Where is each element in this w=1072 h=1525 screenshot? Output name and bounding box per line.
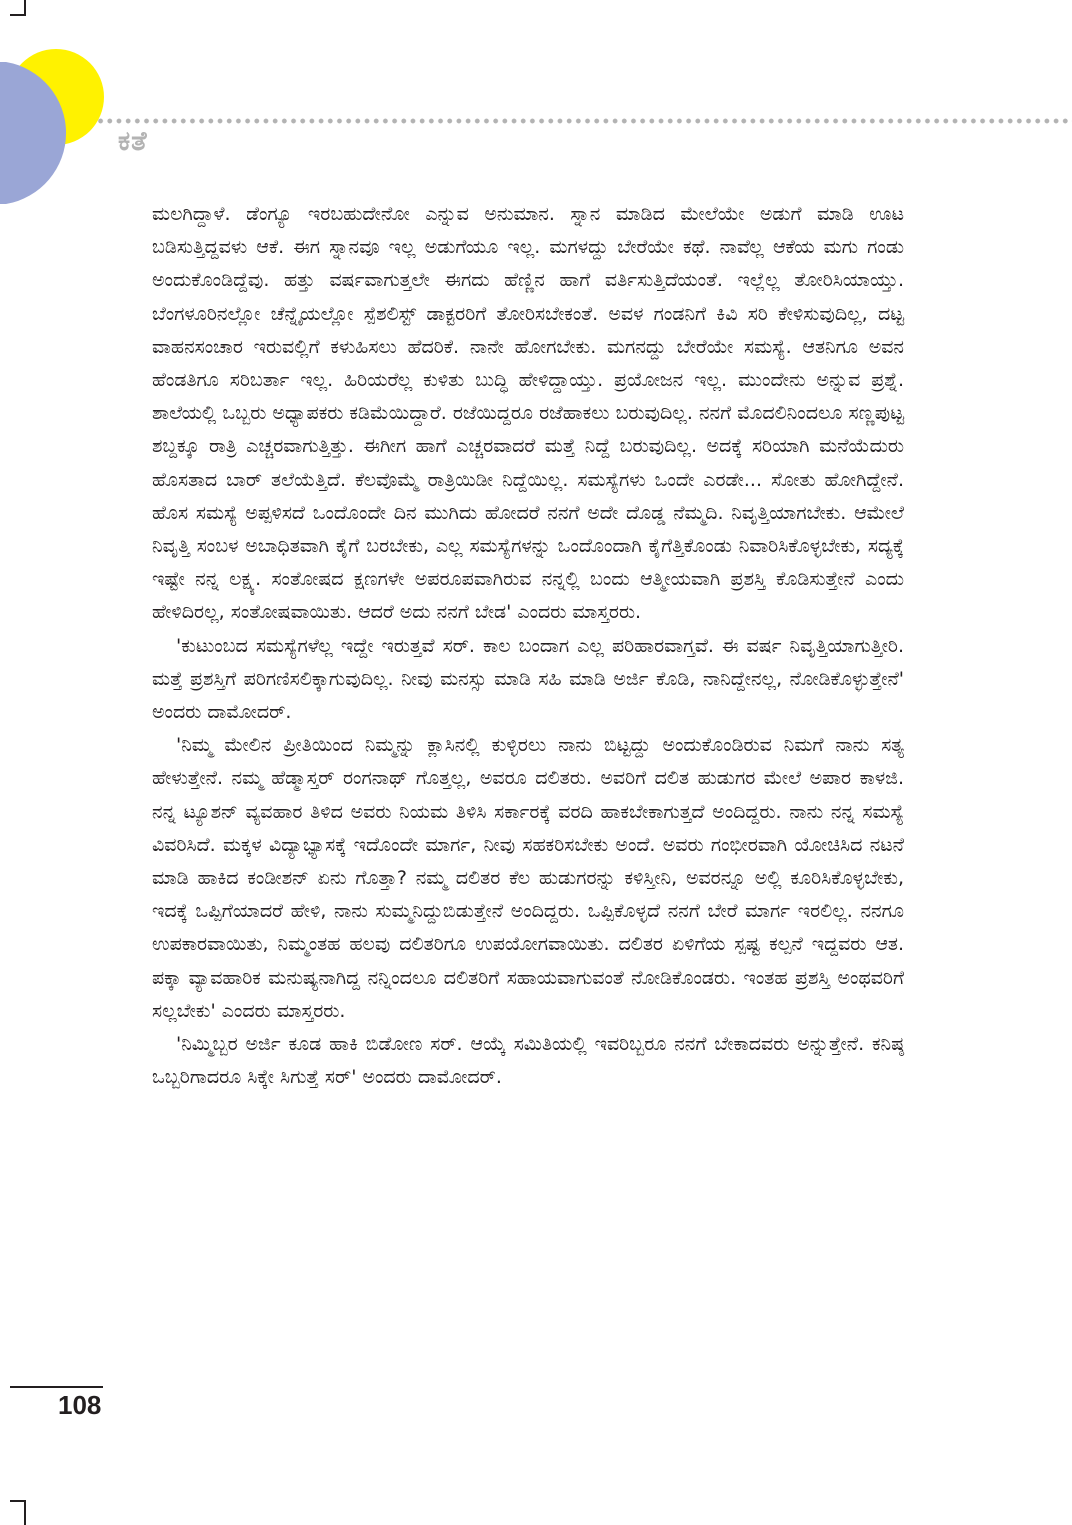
- dotted-rule: [96, 117, 1072, 125]
- paragraph-3: 'ನಿಮ್ಮ ಮೇಲಿನ ಪ್ರೀತಿಯಿಂದ ನಿಮ್ಮನ್ನು ಕ್ಲಾಸಿನಲ್ಲಿ ಕುಳ್ಳಿರಲು ನಾನು ಬಿಟ್ಟದ್ದು ಅಂದುಕೊಂಡಿರುವ ನಿಮಗೆ ನಾನು ಸತ್ಯ ಹೇಳುತ್ತೇನೆ. ನಮ್ಮ ಹೆಡ್ಮಾಸ್ತರ್ ರಂಗನಾಥ್ ಗೊತ್ತಲ್ಲ, ಅವರೂ ದಲಿತರು. ಅವರಿಗೆ ದಲಿತ ಹುಡುಗರ ಮೇಲೆ ಅಪಾರ ಕಾಳಜಿ. ನನ್ನ ಟ್ಯೂಶನ್ ವ್ಯವಹಾರ ತಿಳಿದ ಅವರು ನಿಯಮ ತಿಳಿಸಿ ಸರ್ಕಾರಕ್ಕೆ ವರದಿ ಹಾಕಬೇಕಾಗುತ್ತದೆ ಅಂದಿದ್ದರು. ನಾನು ನನ್ನ ಸಮಸ್ಯೆ ವಿವರಿಸಿದೆ. ಮಕ್ಕಳ ವಿದ್ಯಾಭ್ಯಾಸಕ್ಕೆ ಇದೊಂದೇ ಮಾರ್ಗ, ನೀವು ಸಹಕರಿಸಬೇಕು ಅಂದೆ. ಅವರು ಗಂಭೀರವಾಗಿ ಯೋಚಿಸಿದ ನಟನೆ ಮಾಡಿ ಹಾಕಿದ ಕಂಡೀಶನ್ ಏನು ಗೊತ್ತಾ? ನಮ್ಮ ದಲಿತರ ಕೆಲ ಹುಡುಗರನ್ನು ಕಳಿಸ್ತೀನಿ, ಅವರನ್ನೂ ಅಲ್ಲಿ ಕೂರಿಸಿಕೊಳ್ಳಬೇಕು, ಇದಕ್ಕೆ ಒಪ್ಪಿಗೆಯಾದರೆ ಹೇಳಿ, ನಾನು ಸುಮ್ಮನಿದ್ದುಬಿಡುತ್ತೇನೆ ಅಂದಿದ್ದರು. ಒಪ್ಪಿಕೊಳ್ಳದೆ ನನಗೆ ಬೇರೆ ಮಾರ್ಗ ಇರಲಿಲ್ಲ. ನನಗೂ ಉಪಕಾರವಾಯಿತು, ನಿಮ್ಮಂತಹ ಹಲವು ದಲಿತರಿಗೂ ಉಪಯೋಗವಾಯಿತು. ದಲಿತರ ಏಳಿಗೆಯ ಸ್ಪಷ್ಟ ಕಲ್ಪನೆ ಇದ್ದವರು ಆತ. ಪಕ್ಕಾ ವ್ಯಾವಹಾರಿಕ ಮನುಷ್ಯನಾಗಿದ್ದ ನನ್ನಿಂದಲೂ ದಲಿತರಿಗೆ ಸಹಾಯವಾಗುವಂತೆ ನೋಡಿಕೊಂಡರು. ಇಂತಹ ಪ್ರಶಸ್ತಿ ಅಂಥವರಿಗೆ ಸಲ್ಲಬೇಕು' ಎಂದರು ಮಾಸ್ತರರು.: [152, 734, 904, 1022]
- crop-mark-bottom-horizontal: [10, 1500, 26, 1502]
- crop-mark-bottom: [24, 1500, 26, 1525]
- corner-decoration: [0, 0, 120, 220]
- paragraph-2: 'ಕುಟುಂಬದ ಸಮಸ್ಯೆಗಳೆಲ್ಲ ಇದ್ದೇ ಇರುತ್ತವೆ ಸರ್. ಕಾಲ ಬಂದಾಗ ಎಲ್ಲ ಪರಿಹಾರವಾಗ್ತವೆ. ಈ ವರ್ಷ ನಿವೃತ್ತಿಯಾಗುತ್ತೀರಿ. ಮತ್ತೆ ಪ್ರಶಸ್ತಿಗೆ ಪರಿಗಣಿಸಲಿಕ್ಕಾಗುವುದಿಲ್ಲ. ನೀವು ಮನಸ್ಸು ಮಾಡಿ ಸಹಿ ಮಾಡಿ ಅರ್ಜಿ ಕೊಡಿ, ನಾನಿದ್ದೇನಲ್ಲ, ನೋಡಿಕೊಳ್ಳುತ್ತೇನೆ' ಅಂದರು ದಾಮೋದರ್.: [152, 634, 904, 724]
- story-text: [152, 198, 904, 1094]
- section-label: ಕತೆ: [118, 126, 148, 157]
- paragraph-1: ಮಲಗಿದ್ದಾಳೆ. ಡೆಂಗ್ಯೂ ಇರಬಹುದೇನೋ ಎನ್ನುವ ಅನುಮಾನ. ಸ್ನಾನ ಮಾಡಿದ ಮೇಲೆಯೇ ಅಡುಗೆ ಮಾಡಿ ಊಟ ಬಡಿಸುತ್ತಿದ್ದವಳು ಆಕೆ. ಈಗ ಸ್ನಾನವೂ ಇಲ್ಲ ಅಡುಗೆಯೂ ಇಲ್ಲ. ಮಗಳದ್ದು ಬೇರೆಯೇ ಕಥೆ. ನಾವೆಲ್ಲ ಆಕೆಯ ಮಗು ಗಂಡು ಅಂದುಕೊಂಡಿದ್ದೆವು. ಹತ್ತು ವರ್ಷವಾಗುತ್ತಲೇ ಈಗದು ಹೆಣ್ಣಿನ ಹಾಗೆ ವರ್ತಿಸುತ್ತಿದೆಯಂತೆ. ಇಲ್ಲೆಲ್ಲ ತೋರಿಸಿಯಾಯ್ತು. ಬೆಂಗಳೂರಿನಲ್ಲೋ ಚೆನ್ನೈಯಲ್ಲೋ ಸ್ಪೆಶಲಿಸ್ಟ್ ಡಾಕ್ಟರರಿಗೆ ತೋರಿಸಬೇಕಂತೆ. ಅವಳ ಗಂಡನಿಗೆ ಕಿವಿ ಸರಿ ಕೇಳಿಸುವುದಿಲ್ಲ, ದಟ್ಟ ವಾಹನಸಂಚಾರ ಇರುವಲ್ಲಿಗೆ ಕಳುಹಿಸಲು ಹೆದರಿಕೆ. ನಾನೇ ಹೋಗಬೇಕು. ಮಗನದ್ದು ಬೇರೆಯೇ ಸಮಸ್ಯೆ. ಆತನಿಗೂ ಅವನ ಹೆಂಡತಿಗೂ ಸರಿಬರ್ತಾ ಇಲ್ಲ. ಹಿರಿಯರೆಲ್ಲ ಕುಳಿತು ಬುದ್ಧಿ ಹೇಳಿದ್ದಾಯ್ತು. ಪ್ರಯೋಜನ ಇಲ್ಲ. ಮುಂದೇನು ಅನ್ನುವ ಪ್ರಶ್ನೆ. ಶಾಲೆಯಲ್ಲಿ ಒಬ್ಬರು ಅಧ್ಯಾಪಕರು ಕಡಿಮೆಯಿದ್ದಾರೆ. ರಜೆಯಿದ್ದರೂ ರಜೆಹಾಕಲು ಬರುವುದಿಲ್ಲ. ನನಗೆ ಮೊದಲಿನಿಂದಲೂ ಸಣ್ಣಪುಟ್ಟ ಶಬ್ದಕ್ಕೂ ರಾತ್ರಿ ಎಚ್ಚರವಾಗುತ್ತಿತ್ತು. ಈಗೀಗ ಹಾಗೆ ಎಚ್ಚರವಾದರೆ ಮತ್ತೆ ನಿದ್ದೆ ಬರುವುದಿಲ್ಲ. ಅದಕ್ಕೆ ಸರಿಯಾಗಿ ಮನೆಯೆದುರು ಹೊಸತಾದ ಬಾರ್ ತಲೆಯೆತ್ತಿದೆ. ಕೆಲವೊಮ್ಮೆ ರಾತ್ರಿಯಿಡೀ ನಿದ್ದೆಯಿಲ್ಲ. ಸಮಸ್ಯೆಗಳು ಒಂದೇ ಎರಡೇ... ಸೋತು ಹೋಗಿದ್ದೇನೆ. ಹೊಸ ಸಮಸ್ಯೆ ಅಪ್ಪಳಿಸದೆ ಒಂದೊಂದೇ ದಿನ ಮುಗಿದು ಹೋದರೆ ನನಗೆ ಅದೇ ದೊಡ್ಡ ನೆಮ್ಮದಿ. ನಿವೃತ್ತಿಯಾಗಬೇಕು. ಆಮೇಲೆ ನಿವೃತ್ತಿ ಸಂಬಳ ಅಬಾಧಿತವಾಗಿ ಕೈಗೆ ಬರಬೇಕು, ಎಲ್ಲ ಸಮಸ್ಯೆಗಳನ್ನು ಒಂದೊಂದಾಗಿ ಕೈಗೆತ್ತಿಕೊಂಡು ನಿವಾರಿಸಿಕೊಳ್ಳಬೇಕು, ಸದ್ಯಕ್ಕೆ ಇಷ್ಟೇ ನನ್ನ ಲಕ್ಷ್ಯ. ಸಂತೋಷದ ಕ್ಷಣಗಳೇ ಅಪರೂಪವಾಗಿರುವ ನನ್ನಲ್ಲಿ ಬಂದು ಆತ್ಮೀಯವಾಗಿ ಪ್ರಶಸ್ತಿ ಕೊಡಿಸುತ್ತೇನೆ ಎಂದು ಹೇಳಿದಿರಲ್ಲ, ಸಂತೋಷವಾಯಿತು. ಆದರೆ ಅದು ನನಗೆ ಬೇಡ' ಎಂದರು ಮಾಸ್ತರರು.: [152, 203, 904, 624]
- page-number: 108: [58, 1390, 102, 1420]
- page-number-rule: [10, 1386, 103, 1388]
- paragraph-4: 'ನಿಮ್ಮಿಬ್ಬರ ಅರ್ಜಿ ಕೂಡ ಹಾಕಿ ಬಿಡೋಣ ಸರ್. ಆಯ್ಕೆ ಸಮಿತಿಯಲ್ಲಿ ಇವರಿಬ್ಬರೂ ನನಗೆ ಬೇಕಾದವರು ಅನ್ನುತ್ತೇನೆ. ಕನಿಷ್ಠ ಒಬ್ಬರಿಗಾದರೂ ಸಿಕ್ಕೇ ಸಿಗುತ್ತೆ ಸರ್' ಅಂದರು ದಾಮೋದರ್.: [152, 1033, 904, 1089]
